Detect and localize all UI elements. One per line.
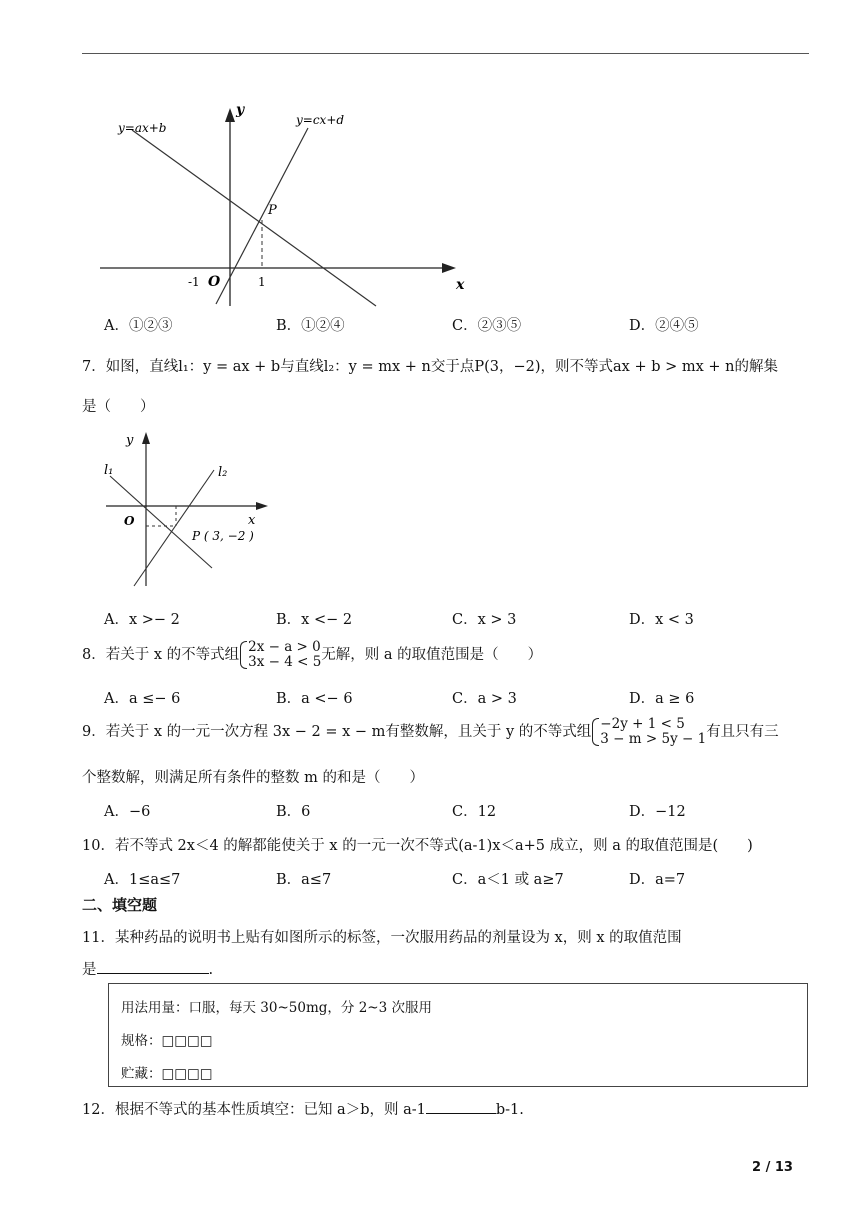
- tick-neg1: -1: [188, 275, 200, 289]
- q7-label-l1: l₁: [104, 463, 114, 478]
- label-storage: 贮藏：□□□□: [121, 1066, 213, 1082]
- label-line-ab: y=ax+b: [118, 121, 167, 135]
- q9-eq1: −2y + 1 < 5: [600, 716, 685, 732]
- q7-option-a[interactable]: A．x >− 2: [104, 612, 180, 628]
- q8-option-c[interactable]: C．a > 3: [452, 691, 517, 707]
- line-ab: [132, 130, 376, 306]
- figure-two-lines: [96, 96, 476, 311]
- q7-stem-line2: 是（ ）: [82, 399, 155, 415]
- q7-option-c[interactable]: C．x > 3: [452, 612, 517, 628]
- q9-option-a[interactable]: A．−6: [104, 804, 151, 820]
- q9-stem-line1: [82, 717, 779, 747]
- q6-option-a[interactable]: A．①②③: [104, 318, 173, 334]
- q11-stem-line1: 11．某种药品的说明书上贴有如图所示的标签，一次服用药品的剂量设为 x，则 x 的取值范围: [82, 930, 682, 946]
- figure-q7: [100, 426, 280, 592]
- q12-stem: [82, 1098, 524, 1119]
- q9-suffix: 有且只有三: [706, 724, 779, 740]
- q7-y-arrow: [142, 432, 150, 444]
- q9-option-b[interactable]: B．6: [276, 804, 311, 820]
- label-origin: O: [208, 274, 221, 290]
- q11-line2-prefix: 是: [82, 962, 97, 978]
- q7-x-arrow: [256, 502, 268, 510]
- q8-options: [104, 687, 804, 707]
- q6-option-c[interactable]: C．②③⑤: [452, 318, 522, 334]
- q10-stem: 10．若不等式 2x＜4 的解都能使关于 x 的一元一次不等式(a-1)x＜a+5 成立，则 a 的取值范围是( ): [82, 838, 753, 854]
- q7-label-l2: l₂: [218, 465, 228, 480]
- q8-stem: [82, 640, 542, 670]
- q9-system: [591, 717, 706, 747]
- q8-suffix: 无解，则 a 的取值范围是（ ）: [321, 647, 543, 663]
- label-line-cd: y=cx+d: [296, 113, 345, 127]
- q6-options: [104, 314, 804, 334]
- tick-1: 1: [258, 275, 266, 289]
- q7-label-x: x: [248, 513, 256, 528]
- label-spec: 规格：□□□□: [121, 1033, 213, 1049]
- q11-line2-suffix: .: [208, 962, 214, 978]
- q9-options: [104, 800, 804, 820]
- label-usage: 用法用量：口服，每天 30~50mg，分 2~3 次服用: [121, 1000, 432, 1016]
- q8-eq2: 3x − 4 < 5: [248, 654, 322, 670]
- q11-stem-line2: [82, 958, 213, 979]
- q9-option-c[interactable]: C．12: [452, 804, 497, 820]
- x-axis-arrow: [442, 263, 456, 273]
- q9-stem-line2: 个整数解，则满足所有条件的整数 m 的和是（ ）: [82, 770, 424, 786]
- q9-prefix: 9．若关于 x 的一元一次方程 3x − 2 = x − m有整数解，且关于 y 的不等式组: [82, 724, 592, 740]
- q6-option-d[interactable]: D．②④⑤: [629, 318, 699, 334]
- label-x: x: [456, 277, 465, 293]
- section-heading: 二、填空题: [82, 896, 158, 914]
- q7-option-b[interactable]: B．x <− 2: [276, 612, 353, 628]
- q8-option-a[interactable]: A．a ≤− 6: [104, 691, 181, 707]
- label-p: P: [268, 203, 277, 218]
- q9-option-d[interactable]: D．−12: [629, 804, 686, 820]
- q6-option-b[interactable]: B．①②④: [276, 318, 345, 334]
- q10-option-a[interactable]: A．1≤a≤7: [104, 872, 181, 888]
- q7-label-y: y: [126, 433, 134, 448]
- q7-label-p: P ( 3, −2 ): [192, 529, 254, 543]
- q8-prefix: 8．若关于 x 的不等式组: [82, 647, 240, 663]
- q7-label-o: O: [124, 514, 135, 528]
- q12-prefix: 12．根据不等式的基本性质填空：已知 a＞b，则 a-1: [82, 1102, 426, 1118]
- medicine-label-box: [108, 983, 808, 1087]
- q11-answer-blank[interactable]: [97, 960, 209, 974]
- page-number: 2 / 13: [752, 1160, 793, 1175]
- q8-eq1: 2x − a > 0: [248, 639, 321, 655]
- header-rule: [82, 53, 809, 54]
- q7-option-d[interactable]: D．x < 3: [629, 612, 694, 628]
- q10-option-d[interactable]: D．a=7: [629, 872, 686, 888]
- q9-eq2: 3 − m > 5y − 1: [600, 731, 707, 747]
- q8-option-d[interactable]: D．a ≥ 6: [629, 691, 695, 707]
- label-y: y: [236, 102, 245, 118]
- q12-answer-blank[interactable]: [426, 1100, 496, 1114]
- q12-suffix: b-1.: [495, 1102, 524, 1118]
- q10-options: [104, 868, 804, 888]
- y-axis-arrow: [225, 108, 235, 122]
- q7-options: [104, 608, 804, 628]
- q7-stem-line1: 7．如图，直线l₁：y = ax + b与直线l₂：y = mx + n交于点P(3，−2)，则不等式ax + b > mx + n的解集: [82, 359, 778, 375]
- q10-option-c[interactable]: C．a＜1 或 a≥7: [452, 872, 564, 888]
- q8-system: [239, 640, 321, 670]
- q8-option-b[interactable]: B．a <− 6: [276, 691, 353, 707]
- q10-option-b[interactable]: B．a≤7: [276, 872, 332, 888]
